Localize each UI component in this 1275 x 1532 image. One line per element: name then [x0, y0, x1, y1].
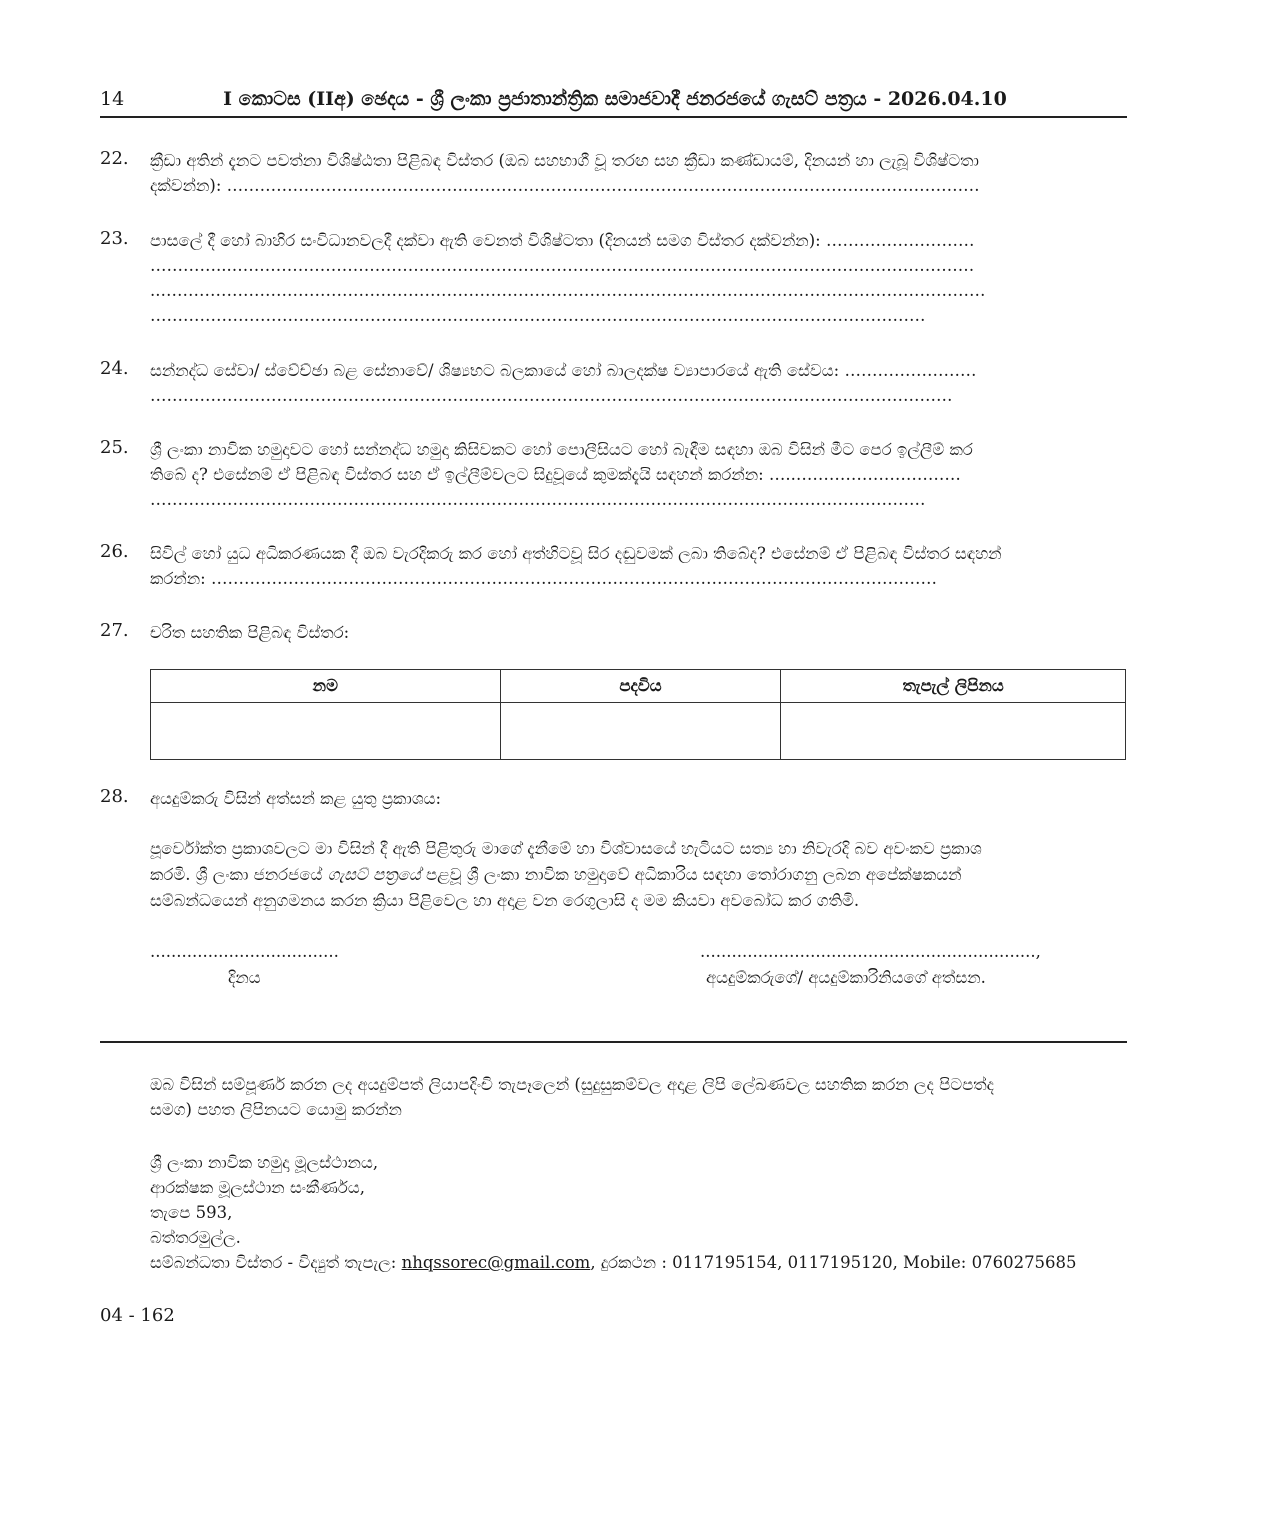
- question-27-number: 27.: [100, 620, 129, 641]
- table-header-address: තැපැල් ලිපිනය: [781, 670, 1126, 703]
- question-23-line-2: …………...………………………………………………………………………………………………………………………: [150, 256, 975, 275]
- question-26-line-2: කරන්න: ……………………………………………………………………………………………………………………: [150, 569, 937, 588]
- question-23-line-4: ……………………………………………………………………………………………………………………………: [150, 306, 926, 325]
- question-23-number: 23.: [100, 228, 129, 249]
- question-26-line-1: සිවිල් හෝ යුධ අධිකරණයක දී ඔබ වැරදිකරු කර හෝ අත්හිටවූ සිර දඬුවමක් ලබා තිබේද? එසේනම් ඒ පිළිබඳ විස්තර සඳහන්: [150, 544, 1002, 563]
- address-line-2: ආරක්ෂක මූලස්ථාන සංකීර්ණය,: [150, 1178, 366, 1197]
- question-26-number: 26.: [100, 541, 129, 562]
- declaration-line-3: සම්බන්ධයෙන් අනුගමනය කරන ක්‍රියා පිළිවෙල හා අදාළ වන රෙගුලාසි ද මම කියවා අවබෝධ කර ගතිමි.: [150, 891, 860, 910]
- contact-prefix: සම්බන්ධතා විස්තර - විද්‍යුත් තැපැල:: [150, 1253, 402, 1272]
- question-25-line-3: ……………………………………………………………………………………………………………………………: [150, 490, 926, 509]
- gazette-title: I කොටස (IIඅ) ඡෙදය - ශ්‍රී ලංකා ප්‍රජාතාන්ත්‍රික සමාජවාදී ජනරජයේ ගැසට් පත්‍රය - 2026.04.10: [223, 88, 1007, 110]
- question-28-number: 28.: [100, 786, 129, 807]
- table-header-designation: පදවිය: [500, 670, 781, 703]
- table-cell-address[interactable]: [781, 703, 1126, 760]
- declaration-line-2: [150, 862, 1126, 888]
- question-22: [150, 148, 1126, 198]
- table-row: [151, 703, 1126, 760]
- table-cell-designation[interactable]: [500, 703, 781, 760]
- page-code: 04 - 162: [100, 1305, 175, 1326]
- table-cell-name[interactable]: [151, 703, 501, 760]
- question-23-line-3: ..……………………………………………………………………………………………………………………………………: [150, 281, 986, 300]
- question-24-line-1: සන්නද්ධ සේවා/ ස්වේච්ඡා බළ සේනාවේ/ ශිෂ්‍යභට බලකායේ හෝ බාලදක්ෂ ව්‍යාපාරයේ ඇති සේවය: ……………………: [150, 361, 977, 380]
- instructions-line-1: ඔබ විසින් සම්පූර්ණ කරන ලද අයදුම්පත් ලියාපදිංචි තැපෑලෙන් (සුදුසුකම්වල අදාළ ලිපි ලේඛණවල සහතික කරන ලද පිටපත්ද: [150, 1075, 995, 1094]
- declaration-line-2-end: පළවූ ශ්‍රී ලංකා නාවික හමුදාවේ අධිකාරිය සඳහා තෝරාගනු ලබන අපේක්ෂකයන්: [420, 865, 962, 884]
- header-rule: [100, 116, 1127, 118]
- address-line-3: තැපෙ 593,: [150, 1203, 233, 1222]
- question-22-line-1: ක්‍රීඩා අතින් දැනට පවත්නා විශිෂ්ඨතා පිළිබඳ විස්තර (ඔබ සහභාගී වූ තරඟ සහ ක්‍රීඩා කණ්ඩායම්, දිනයන් හා ලැබූ විශිෂ්ටතා: [150, 151, 979, 170]
- instructions-line-2: සමග) පහත ලිපිනයට යොමු කරන්න: [150, 1100, 402, 1119]
- table-header-name: නම: [151, 670, 501, 703]
- gazette-italic: ගැසට් පත්‍රයේ: [327, 865, 421, 884]
- section-rule: [100, 1041, 1127, 1043]
- address-line-1: ශ්‍රී ලංකා නාවික හමුදා මූලස්ථානය,: [150, 1153, 379, 1172]
- signature-line: ................................................................,: [700, 942, 1041, 961]
- email-link[interactable]: nhqssorec@gmail.com: [401, 1253, 591, 1272]
- question-25: [150, 437, 1126, 512]
- signature-label: අයදුම්කරුගේ/ අයදුම්කාරිනියගේ අත්සන.: [706, 968, 986, 987]
- question-25-line-2: තිබේ ද? එසේනම් ඒ පිළිබඳ විස්තර සහ ඒ ඉල්ලීම්වලට සිදුවූයේ කුමක්දැයි සඳහන් කරන්න: …..…………………………: [150, 465, 961, 484]
- address-line-4: බත්තරමුල්ල.: [150, 1228, 241, 1247]
- question-24-number: 24.: [100, 358, 129, 379]
- declaration-line-1: පූර්වෝක්ත ප්‍රකාශවලට මා විසින් දී ඇති පිළිතුරු මාගේ දැනීමේ හා විශ්වාසයේ හැටියට සත්‍ය හා නිවැරදි බව අවංකව ප්‍රකාශ: [150, 839, 982, 858]
- page-number: 14: [100, 88, 125, 110]
- date-line: ....................................: [150, 942, 339, 961]
- question-25-number: 25.: [100, 437, 129, 458]
- question-24-line-2: …………………………………………………..……………………………………………………………………………: [150, 386, 953, 405]
- question-25-line-1: ශ්‍රී ලංකා නාවික හමුදාවට හෝ සන්නද්ධ හමුදා කිසිවකට හෝ පොලීසියට හෝ බැඳීම සඳහා ඔබ විසින් මීට පෙර ඉල්ලීම් කර: [150, 440, 973, 459]
- character-reference-table: [150, 669, 1126, 760]
- question-23-line-1: පාසලේ දී හෝ බාහිර සංවිධානවලදී දක්වා ඇති වෙනත් විශිෂ්ටතා (දිනයන් සමග විස්තර දක්වන්න): ………………………: [150, 231, 975, 250]
- declaration-paragraph: [150, 836, 1126, 914]
- table-header-row: [151, 670, 1126, 703]
- question-22-number: 22.: [100, 148, 129, 169]
- declaration-line-2-start: කරමි. ශ්‍රී ලංකා ජනරජයේ: [150, 865, 328, 884]
- question-24: [150, 358, 1126, 408]
- postal-address: [150, 1150, 1126, 1275]
- contact-details: [150, 1250, 1126, 1275]
- contact-phones: , දුරකථන : 0117195154, 0117195120, Mobile: 0760275685: [590, 1253, 1077, 1272]
- question-26: [150, 541, 1126, 591]
- date-label: දිනය: [228, 968, 261, 987]
- submission-instructions: [150, 1072, 1126, 1122]
- question-28-label: අයදුම්කරු විසින් අත්සන් කළ යුතු ප්‍රකාශය:: [150, 789, 442, 808]
- question-23: [150, 228, 1126, 328]
- question-22-line-2: දක්වන්න): ……………………………………..…………………………………………………………………………………: [150, 176, 980, 195]
- question-27-label: චරිත සහතික පිළිබඳ විස්තර:: [150, 623, 350, 642]
